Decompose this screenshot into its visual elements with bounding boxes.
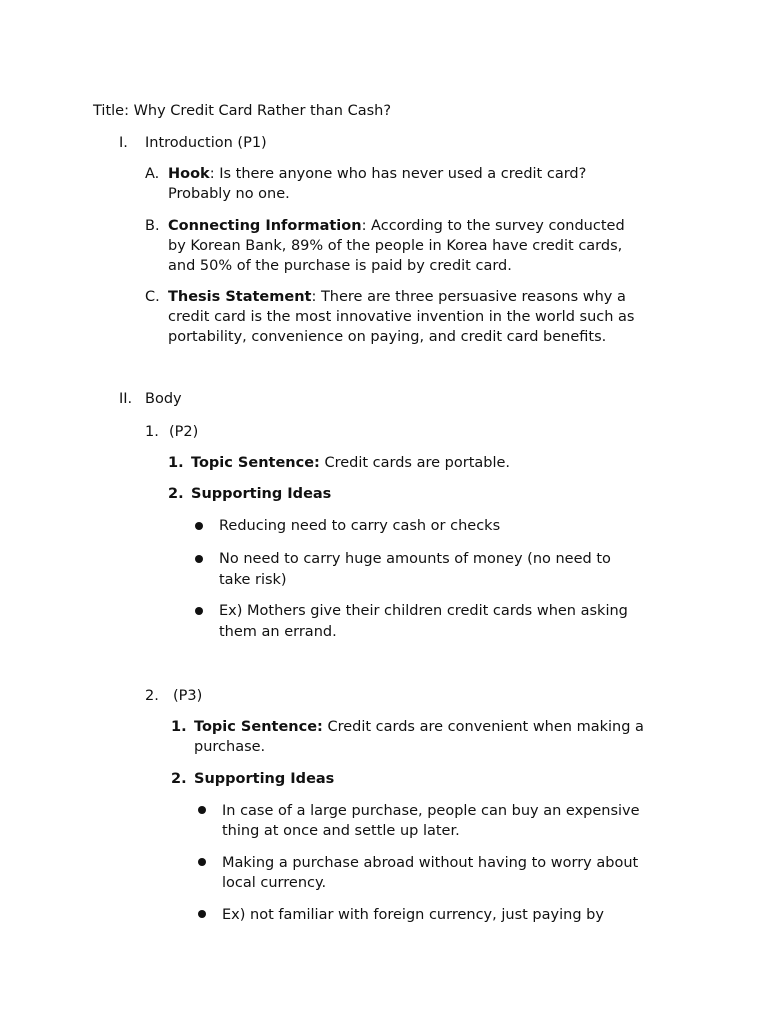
p3-bullet-3-line-1: Ex) not familiar with foreign currency, just paying by xyxy=(222,907,604,923)
hook-line-1 xyxy=(168,164,586,184)
p3-bullet-1-line-1: In case of a large purchase, people can buy an expensive xyxy=(222,803,640,819)
p3-bullet-2-line-1: Making a purchase abroad without having to worry about xyxy=(222,855,639,871)
item-letter-connecting: B. xyxy=(145,218,160,234)
p3-support-number: 2. xyxy=(171,771,187,787)
p3-topic-text: Credit cards are convenient when making a xyxy=(327,719,644,735)
section-number-intro: I. xyxy=(119,135,128,151)
paragraph-number-p2: 1. xyxy=(145,424,159,440)
item-letter-thesis: C. xyxy=(145,289,160,305)
bullet-icon xyxy=(195,555,203,563)
title-label: Title: xyxy=(93,103,129,119)
p2-topic-line xyxy=(191,453,510,473)
connecting-line-1 xyxy=(168,216,625,236)
p3-support-label: Supporting Ideas xyxy=(194,771,335,787)
p2-bullet-2-line-2: take risk) xyxy=(219,572,287,588)
hook-text-1: : Is there anyone who has never used a credit card? xyxy=(209,166,587,182)
p3-topic-line-2: purchase. xyxy=(194,739,266,755)
thesis-line-2: credit card is the most innovative invention in the world such as xyxy=(168,309,635,325)
thesis-text-1: : There are three persuasive reasons why a xyxy=(311,289,626,305)
bullet-icon xyxy=(198,910,206,918)
p2-support-label: Supporting Ideas xyxy=(191,486,332,502)
p2-support-number: 2. xyxy=(168,486,184,502)
p2-bullet-1-line-1: Reducing need to carry cash or checks xyxy=(219,518,501,534)
section-heading-intro: Introduction (P1) xyxy=(145,135,267,151)
thesis-line-1 xyxy=(168,287,626,307)
connecting-line-2: by Korean Bank, 89% of the people in Korea have credit cards, xyxy=(168,238,623,254)
p3-topic-line-1 xyxy=(194,717,644,737)
bullet-icon xyxy=(195,522,203,530)
connecting-text-1: : According to the survey conducted xyxy=(361,218,625,234)
bullet-icon xyxy=(195,607,203,615)
document-title xyxy=(93,101,391,121)
item-letter-hook: A. xyxy=(145,166,160,182)
p2-topic-label: Topic Sentence: xyxy=(191,455,320,471)
section-number-body: II. xyxy=(119,391,133,407)
p2-bullet-3-line-1: Ex) Mothers give their children credit cards when asking xyxy=(219,603,628,619)
p3-topic-number: 1. xyxy=(171,719,187,735)
paragraph-number-p3: 2. xyxy=(145,688,159,704)
connecting-line-3: and 50% of the purchase is paid by credit card. xyxy=(168,258,512,274)
p2-topic-text: Credit cards are portable. xyxy=(324,455,511,471)
p3-topic-label: Topic Sentence: xyxy=(194,719,323,735)
hook-label: Hook xyxy=(168,166,210,182)
bullet-icon xyxy=(198,858,206,866)
bullet-icon xyxy=(198,806,206,814)
p2-topic-number: 1. xyxy=(168,455,184,471)
section-heading-body: Body xyxy=(145,391,182,407)
title-text: Why Credit Card Rather than Cash? xyxy=(133,103,392,119)
p3-bullet-2-line-2: local currency. xyxy=(222,875,327,891)
paragraph-label-p2: (P2) xyxy=(169,424,199,440)
thesis-line-3: portability, convenience on paying, and credit card benefits. xyxy=(168,329,607,345)
p2-bullet-2-line-1: No need to carry huge amounts of money (no need to xyxy=(219,551,611,567)
p2-bullet-3-line-2: them an errand. xyxy=(219,624,337,640)
connecting-label: Connecting Information xyxy=(168,218,362,234)
hook-line-2: Probably no one. xyxy=(168,186,290,202)
thesis-label: Thesis Statement xyxy=(168,289,312,305)
p3-bullet-1-line-2: thing at once and settle up later. xyxy=(222,823,460,839)
paragraph-label-p3: (P3) xyxy=(173,688,203,704)
